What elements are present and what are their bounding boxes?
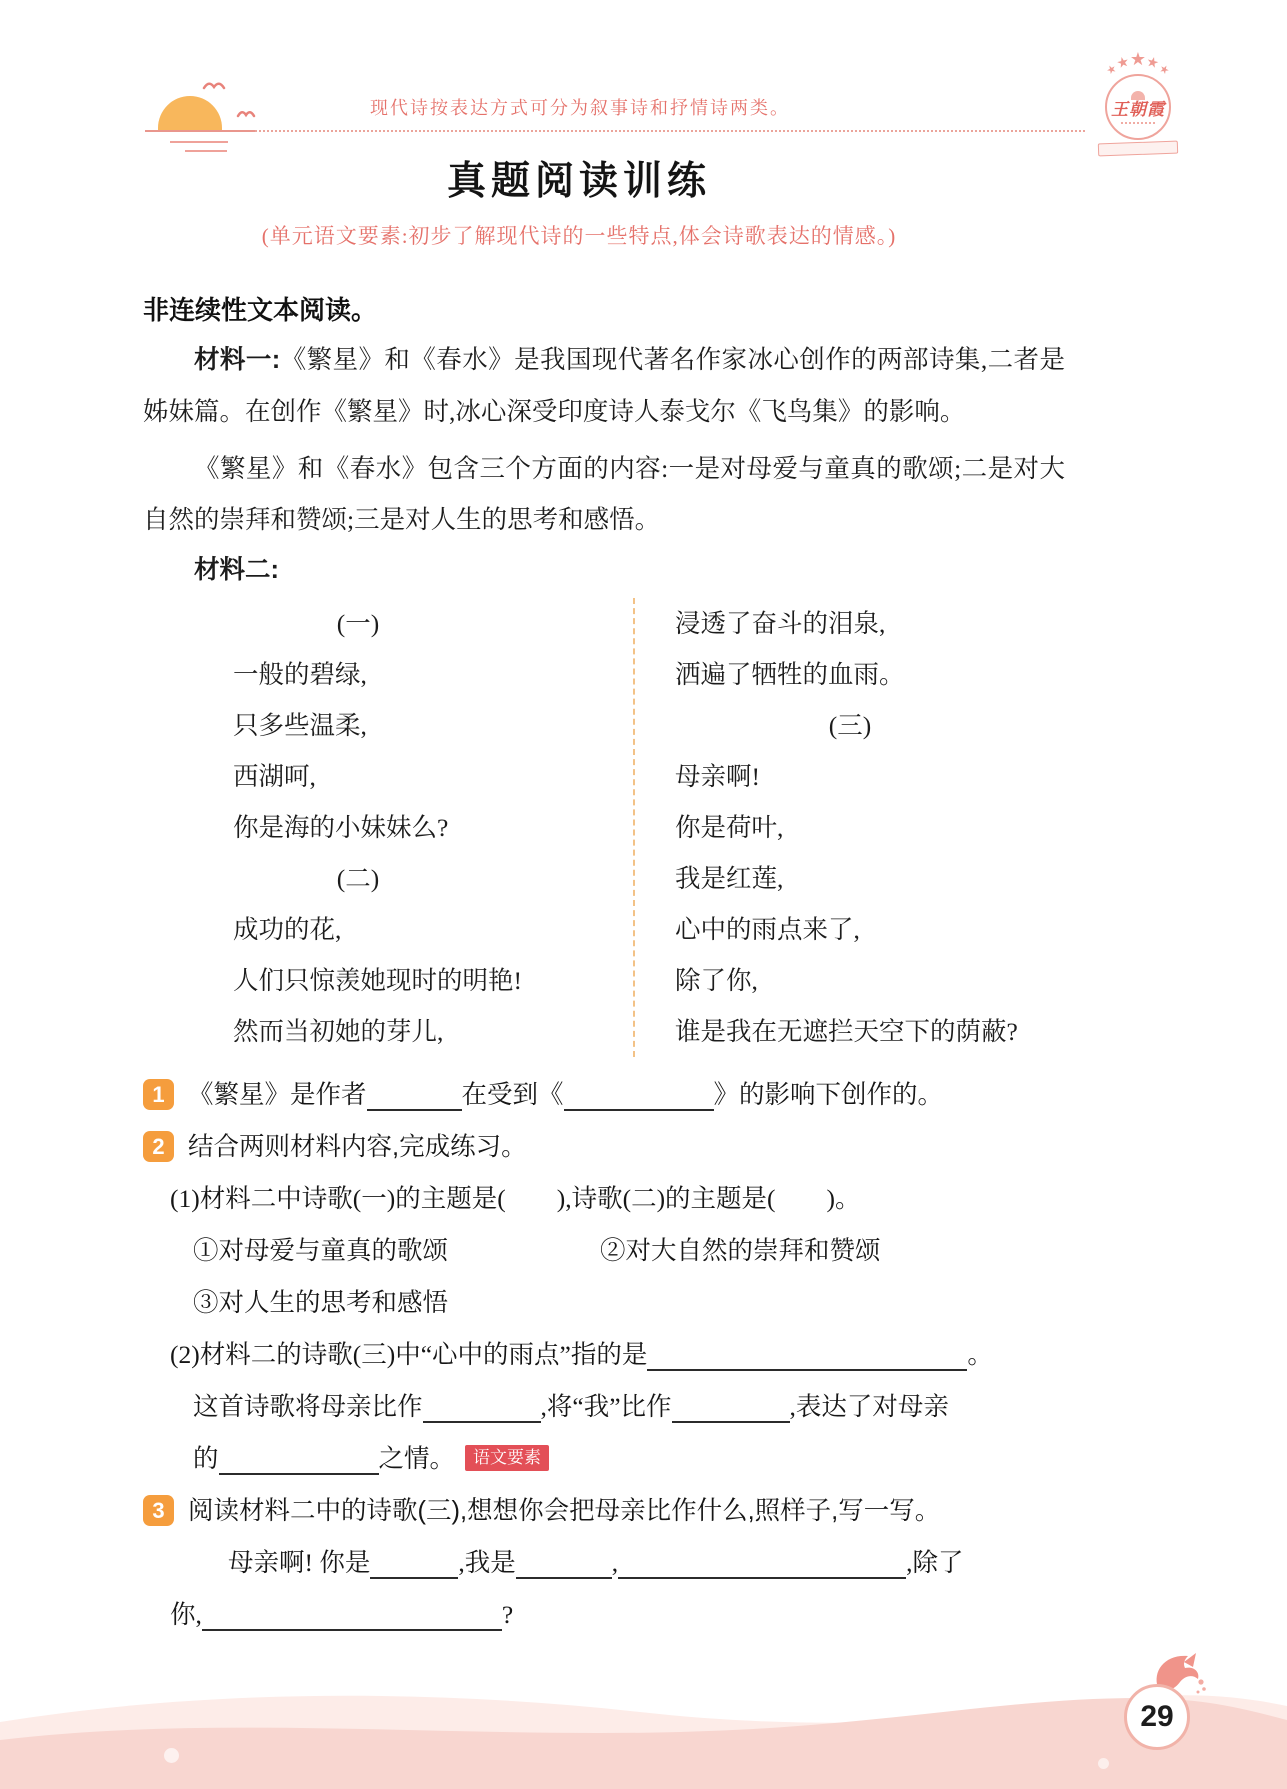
question-3-line-1	[228, 1537, 1065, 1589]
blank-line	[672, 1385, 790, 1423]
poem-line: 母亲啊!	[675, 762, 760, 791]
seg: 你,	[170, 1600, 202, 1629]
question-number-badge: 3	[143, 1495, 174, 1526]
brand-name: 王朝霞	[1111, 99, 1165, 119]
material-2-label: 材料二:	[194, 556, 279, 584]
poem-line: 心中的雨点来了,	[675, 915, 860, 944]
page-number: 29	[1124, 1684, 1190, 1750]
water-line	[145, 130, 255, 132]
poem-line: 你是荷叶,	[675, 813, 784, 842]
poem-line: 除了你,	[675, 966, 758, 995]
question-3-stem: 阅读材料二中的诗歌(三),想想你会把母亲比作什么,照样子,写一写。	[188, 1497, 941, 1525]
material-1-paragraph-2: 《繁星》和《春水》包含三个方面的内容:一是对母爱与童真的歌颂;二是对大自然的崇拜和赞颂;三是对人生的思考和感悟。	[143, 454, 1065, 534]
question-2-sub-2	[170, 1329, 1065, 1381]
seg: ,我是	[458, 1548, 516, 1577]
stamp-seal	[1105, 74, 1171, 140]
blank-line	[564, 1073, 714, 1111]
question-1	[143, 1069, 1065, 1121]
seg: ,除了	[906, 1548, 964, 1577]
essentials-badge: 语文要素	[465, 1445, 549, 1471]
page-title: 真题阅读训练	[446, 160, 711, 203]
poem-line: 浸透了奋斗的泪泉,	[675, 609, 886, 638]
question-1-text	[188, 1069, 943, 1121]
question-2-sub-2-seg: 。	[967, 1340, 993, 1369]
page-content	[143, 150, 1065, 1641]
poem-block	[143, 598, 1065, 1057]
blank-line	[219, 1437, 379, 1475]
header-dotted-rule	[255, 130, 1085, 132]
question-2	[143, 1121, 1065, 1173]
question-1-seg: 《繁星》是作者	[188, 1081, 367, 1109]
blank-line	[516, 1541, 612, 1579]
seg: 这首诗歌将母亲比作	[193, 1392, 423, 1421]
blank-line	[618, 1541, 906, 1579]
poem-line: 西湖呵,	[233, 762, 316, 791]
blank-line	[423, 1385, 541, 1423]
footer-wave	[0, 1664, 1287, 1789]
question-2-sub-2-seg: (2)材料二的诗歌(三)中“心中的雨点”指的是	[170, 1340, 648, 1369]
question-2-sub-2-line-3	[193, 1433, 1065, 1485]
blank-line	[370, 1541, 458, 1579]
question-3-line-2	[170, 1589, 1065, 1641]
question-number-badge: 1	[143, 1079, 174, 1110]
stamp-ribbon	[1098, 141, 1178, 157]
poem-line: 洒遍了牺牲的血雨。	[675, 660, 905, 689]
page-subtitle: (单元语文要素:初步了解现代诗的一些特点,体会诗歌表达的情感。)	[261, 224, 897, 248]
seg: ,表达了对母亲	[789, 1392, 949, 1421]
question-2-stem: 结合两则材料内容,完成练习。	[188, 1133, 527, 1161]
poem-column-left	[143, 598, 633, 1057]
poem-line: 我是红莲,	[675, 864, 784, 893]
poem-line: 只多些温柔,	[233, 711, 367, 740]
question-1-seg: 在受到《	[461, 1081, 564, 1109]
question-2-sub-2-line-2	[193, 1381, 1065, 1433]
question-2-sub-1: (1)材料二中诗歌(一)的主题是( ),诗歌(二)的主题是( )。	[170, 1184, 861, 1213]
poem-section-title: (二)	[336, 864, 380, 893]
poem-section-title: (三)	[828, 711, 872, 740]
material-1-text: 《繁星》和《春水》是我国现代著名作家冰心创作的两部诗集,二者是姊妹篇。在创作《繁星》时,冰心深受印度诗人泰戈尔《飞鸟集》的影响。	[143, 345, 1065, 426]
seg: ,	[611, 1548, 619, 1577]
bubble-decor	[164, 1748, 179, 1763]
bubble-decor	[1098, 1758, 1109, 1769]
seg: ,将“我”比作	[540, 1392, 672, 1421]
poem-line: 人们只惊羡她现时的明艳!	[233, 966, 522, 995]
brand-stamp	[1090, 49, 1186, 180]
stamp-crest-icon	[1131, 91, 1145, 100]
section-heading: 非连续性文本阅读。	[143, 295, 378, 325]
seg: 母亲啊! 你是	[228, 1548, 371, 1577]
stamp-stars-icon: ★ ★ ★ ★ ★	[1105, 49, 1171, 78]
question-2-options	[193, 1225, 1065, 1277]
poem-column-right	[633, 598, 1065, 1057]
poem-line: 谁是我在无遮拦天空下的荫蔽?	[675, 1017, 1018, 1046]
poem-section-title: (一)	[336, 609, 380, 638]
poem-line: 你是海的小妹妹么?	[233, 813, 449, 842]
question-number-badge: 2	[143, 1131, 174, 1162]
option-2: ②对大自然的崇拜和赞颂	[600, 1236, 881, 1265]
seg: ?	[501, 1600, 514, 1629]
blank-line	[367, 1073, 462, 1111]
option-3: ③对人生的思考和感悟	[193, 1288, 449, 1317]
poem-line: 然而当初她的芽儿,	[233, 1017, 444, 1046]
question-1-seg: 》的影响下创作的。	[713, 1081, 944, 1109]
header-tagline: 现代诗按表达方式可分为叙事诗和抒情诗两类。	[370, 98, 790, 118]
water-ripple-line	[170, 141, 228, 143]
blank-line	[202, 1593, 502, 1631]
option-1: ①对母爱与童真的歌颂	[193, 1236, 449, 1265]
poem-line: 一般的碧绿,	[233, 660, 367, 689]
seg: 的	[193, 1444, 219, 1473]
questions-section	[143, 1069, 1065, 1641]
seg: 之情。	[378, 1444, 456, 1473]
material-1-label: 材料一:	[194, 346, 281, 374]
blank-line	[647, 1333, 967, 1371]
stamp-subline	[1121, 122, 1155, 124]
poem-line: 成功的花,	[233, 915, 342, 944]
question-3	[143, 1485, 1065, 1537]
material-1-paragraph	[143, 334, 1065, 437]
